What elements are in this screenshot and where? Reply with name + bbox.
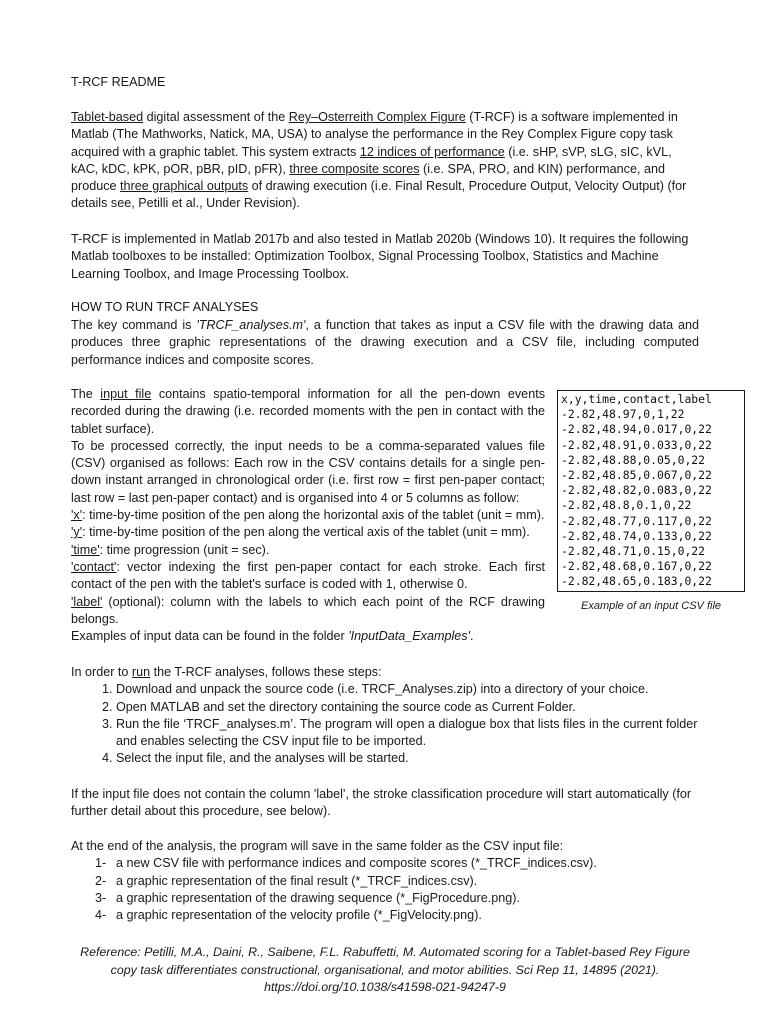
run-t1: In order to: [71, 665, 132, 679]
csv-format-paragraph: To be processed correctly, the input needs to be a comma-separated values file (CSV) organised as follows: Each row in the CSV contains details for a single pen-down instant arranged in chronological order (i.e. first row = first pen-paper contact; last row = last pen-paper contact) and is organised into 4 or 5 columns as follow:: [71, 438, 545, 505]
output-item: [71, 855, 699, 872]
output-item-text: a graphic representation of the velocity profile (*_FigVelocity.png).: [116, 908, 482, 923]
output-item-num: 2-: [95, 873, 107, 888]
output-item-text: a graphic representation of the drawing sequence (*_FigProcedure.png).: [116, 890, 520, 905]
column-x-desc: : time-by-time position of the pen along the horizontal axis of the tablet (unit = mm).: [82, 508, 545, 523]
csv-line: -2.82,48.71,0.15,0,22: [561, 544, 706, 559]
output-section: [71, 838, 699, 924]
run-step: 2. Open MATLAB and set the directory containing the source code as Current Folder.: [116, 699, 699, 716]
examples-paragraph: [71, 628, 545, 645]
column-y-key: 'y': [71, 525, 83, 540]
intro-t3: Rey–Osterreith Complex Figure: [288, 110, 466, 124]
intro-paragraph: [71, 109, 699, 213]
input-file-t3: contains spatio-temporal information for all the pen-down events recorded during the drawing (i.e. recorded moments with the pen in contact with the tablet surface).: [71, 387, 545, 436]
column-time-key: 'time': [71, 542, 100, 557]
output-item-text: a graphic representation of the final result (*_TRCF_indices.csv).: [116, 873, 478, 888]
input-file-paragraph: [71, 386, 545, 438]
column-time: [71, 542, 545, 559]
column-contact: [71, 559, 545, 594]
key-command-paragraph: [71, 317, 699, 369]
column-time-desc: : time progression (unit = sec).: [99, 542, 270, 557]
examples-t1: Examples of input data can be found in the folder: [71, 629, 349, 644]
csv-line: -2.82,48.65,0.183,0,22: [561, 574, 712, 589]
intro-t5: 12 indices of performance: [359, 144, 505, 159]
output-item: [71, 890, 699, 907]
reference-line: copy task differentiates constructional, organisational, and motor abilities. Sci Rep 11, 14895 (2021).: [110, 962, 660, 977]
key-command-t3: , a function that takes as input a CSV file with the drawing data and produces three graphic representations of the drawing execution and a CSV file, including computed performance indices and composite scores.: [71, 318, 699, 367]
intro-t4: (T-RCF) is a software implemented in Matlab (The Mathworks, Natick, MA, USA) to analyse the performance in the Rey Complex Figure copy task acquired with a graphic tablet. This system extracts: [71, 110, 678, 159]
output-intro: At the end of the analysis, the program will save in the same folder as the CSV input file:: [71, 839, 564, 853]
output-item: [71, 907, 699, 924]
output-item: [71, 873, 699, 890]
output-item-num: 3-: [95, 890, 107, 905]
csv-line: -2.82,48.8,0.1,0,22: [561, 498, 692, 513]
column-label-desc: (optional): column with the labels to which each point of the RCF drawing belongs.: [71, 594, 545, 626]
run-steps: [71, 681, 699, 767]
column-x-key: 'x': [71, 508, 83, 523]
run-intro: [71, 664, 699, 681]
document-title: T-RCF README: [71, 75, 166, 89]
reference-line: Reference: Petilli, M.A., Daini, R., Saibene, F.L. Rabuffetti, M. Automated scoring for a Tablet-based Rey Figure: [80, 945, 690, 959]
run-t3: the T-RCF analyses, follows these steps:: [150, 665, 382, 679]
csv-line: -2.82,48.74,0.133,0,22: [561, 528, 712, 543]
csv-line: -2.82,48.91,0.033,0,22: [561, 437, 712, 452]
reference-block: [71, 944, 699, 997]
column-label-key: 'label': [71, 594, 103, 609]
reference-doi-link[interactable]: https://doi.org/10.1038/s41598-021-94247-9: [264, 980, 506, 994]
csv-example-box: [557, 390, 745, 592]
column-y: [71, 524, 545, 541]
output-list: [71, 855, 699, 924]
examples-t3: .: [469, 629, 474, 644]
run-step: 1. Download and unpack the source code (i.e. TRCF_Analyses.zip) into a directory of your choice.: [116, 681, 699, 698]
input-file-section: [71, 386, 545, 645]
column-y-desc: : time-by-time position of the pen along the vertical axis of the tablet (unit = mm).: [82, 525, 530, 540]
run-section: [71, 664, 699, 768]
csv-line: -2.82,48.85,0.067,0,22: [561, 468, 712, 483]
column-contact-desc: : vector indexing the first pen-paper contact for each stroke. Each first contact of the pen with the tablet's surface is coded with 1, otherwise 0.: [71, 559, 545, 592]
intro-t10: of drawing execution (i.e. Final Result, Procedure Output, Velocity Output) (for details see, Petilli et al., Under Revision).: [71, 179, 687, 211]
howto-heading: HOW TO RUN TRCF ANALYSES: [71, 300, 259, 314]
intro-t2: digital assessment of the: [143, 110, 289, 124]
label-note-paragraph: If the input file does not contain the column 'label', the stroke classification procedure will start automatically (for further detail about this procedure, see below).: [71, 787, 692, 819]
intro-t1: Tablet-based: [71, 110, 144, 124]
output-item-num: 4-: [95, 908, 107, 923]
input-file-t1: The: [71, 387, 101, 401]
run-step: 4. Select the input file, and the analyses will be started.: [116, 750, 699, 767]
csv-line: -2.82,48.77,0.117,0,22: [561, 513, 712, 528]
intro-t7: three composite scores: [289, 161, 420, 176]
column-contact-key: 'contact': [71, 559, 117, 574]
examples-folder: 'InputData_Examples': [348, 629, 470, 644]
csv-line: x,y,time,contact,label: [561, 392, 712, 406]
csv-line: -2.82,48.82,0.083,0,22: [561, 483, 712, 498]
run-word: run: [131, 665, 151, 679]
run-step: 3. Run the file ‘TRCF_analyses.m’. The program will open a dialogue box that lists files in the current folder and enables selecting the CSV input file to be imported.: [116, 716, 699, 751]
column-x: [71, 507, 545, 524]
key-command-name: 'TRCF_analyses.m': [196, 318, 306, 332]
csv-line: -2.82,48.94,0.017,0,22: [561, 422, 712, 437]
intro-t6: (i.e. sHP, sVP, sLG, sIC, kVL, kAC, kDC, kPK, pOR, pBR, pID, pFR),: [71, 144, 672, 176]
column-label: [71, 594, 545, 629]
csv-line: -2.82,48.97,0,1,22: [561, 407, 685, 422]
input-file-link: input file: [100, 387, 152, 401]
csv-example-caption: Example of an input CSV file: [580, 600, 722, 612]
csv-line: -2.82,48.68,0.167,0,22: [561, 559, 712, 574]
key-command-t1: The key command is: [71, 318, 197, 332]
output-item-text: a new CSV file with performance indices and composite scores (*_TRCF_indices.csv).: [116, 856, 597, 871]
requirements-paragraph: T-RCF is implemented in Matlab 2017b and also tested in Matlab 2020b (Windows 10). It requires the following Matlab toolboxes to be installed: Optimization Toolbox, Signal Processing Toolbox, Statistics and Machine Learning Toolbox, and Image Processing Toolbox.: [71, 232, 689, 281]
intro-t9: three graphical outputs: [120, 179, 249, 194]
intro-t8: (i.e. SPA, PRO, and KIN) performance, and produce: [71, 161, 665, 194]
csv-line: -2.82,48.88,0.05,0,22: [561, 452, 706, 467]
output-item-num: 1-: [95, 856, 107, 871]
